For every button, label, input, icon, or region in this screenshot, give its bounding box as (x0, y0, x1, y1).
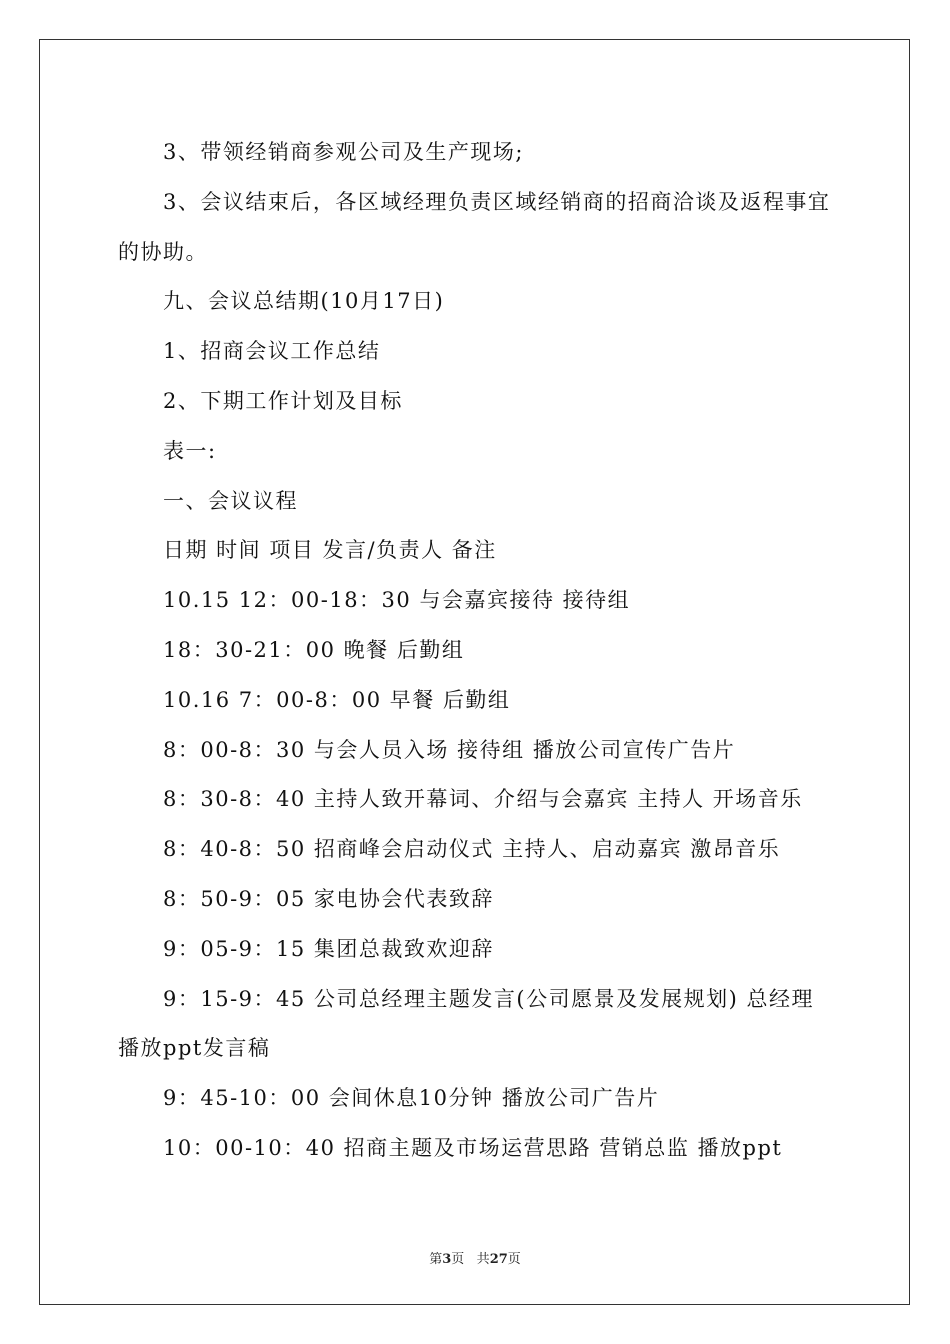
paragraph: 2、下期工作计划及目标 (163, 388, 403, 413)
agenda-row: 8：30-8：40 主持人致开幕词、介绍与会嘉宾 主持人 开场音乐 (163, 787, 803, 812)
agenda-header: 日期 时间 项目 发言/负责人 备注 (163, 538, 497, 563)
agenda-row: 18：30-21：00 晚餐 后勤组 (163, 637, 465, 662)
agenda-row: 9：15-9：45 公司总经理主题发言(公司愿景及发展规划) 总经理 播放ppt发言稿 (118, 986, 814, 1061)
section-heading: 一、会议议程 (163, 488, 298, 513)
agenda-row: 10.15 12：00-18：30 与会嘉宾接待 接待组 (163, 588, 631, 613)
total-suffix: 页 (507, 1252, 521, 1267)
agenda-row: 8：00-8：30 与会人员入场 接待组 播放公司宣传广告片 (163, 737, 736, 762)
page-prefix: 第 (429, 1252, 443, 1267)
document-body (118, 128, 836, 1174)
page-number: 3 (442, 1252, 452, 1267)
total-prefix: 共 (476, 1252, 490, 1267)
paragraph: 3、会议结束后，各区域经理负责区域经销商的招商洽谈及返程事宜的协助。 (118, 189, 831, 264)
agenda-row: 8：40-8：50 招商峰会启动仪式 主持人、启动嘉宾 激昂音乐 (163, 837, 781, 862)
agenda-row: 9：05-9：15 集团总裁致欢迎辞 (163, 936, 494, 961)
agenda-row: 10.16 7：00-8：00 早餐 后勤组 (163, 687, 511, 712)
agenda-row: 8：50-9：05 家电协会代表致辞 (163, 886, 494, 911)
agenda-row: 10：00-10：40 招商主题及市场运营思路 营销总监 播放ppt (163, 1135, 783, 1160)
total-pages: 27 (489, 1252, 508, 1267)
agenda-row: 9：45-10：00 会间休息10分钟 播放公司广告片 (163, 1086, 660, 1111)
paragraph: 1、招商会议工作总结 (163, 339, 381, 364)
table-label: 表一: (163, 438, 217, 463)
paragraph: 3、带领经销商参观公司及生产现场; (163, 140, 524, 164)
section-heading: 九、会议总结期(10月17日) (163, 289, 445, 314)
page-suffix: 页 (451, 1252, 465, 1267)
page-footer (0, 1248, 950, 1267)
